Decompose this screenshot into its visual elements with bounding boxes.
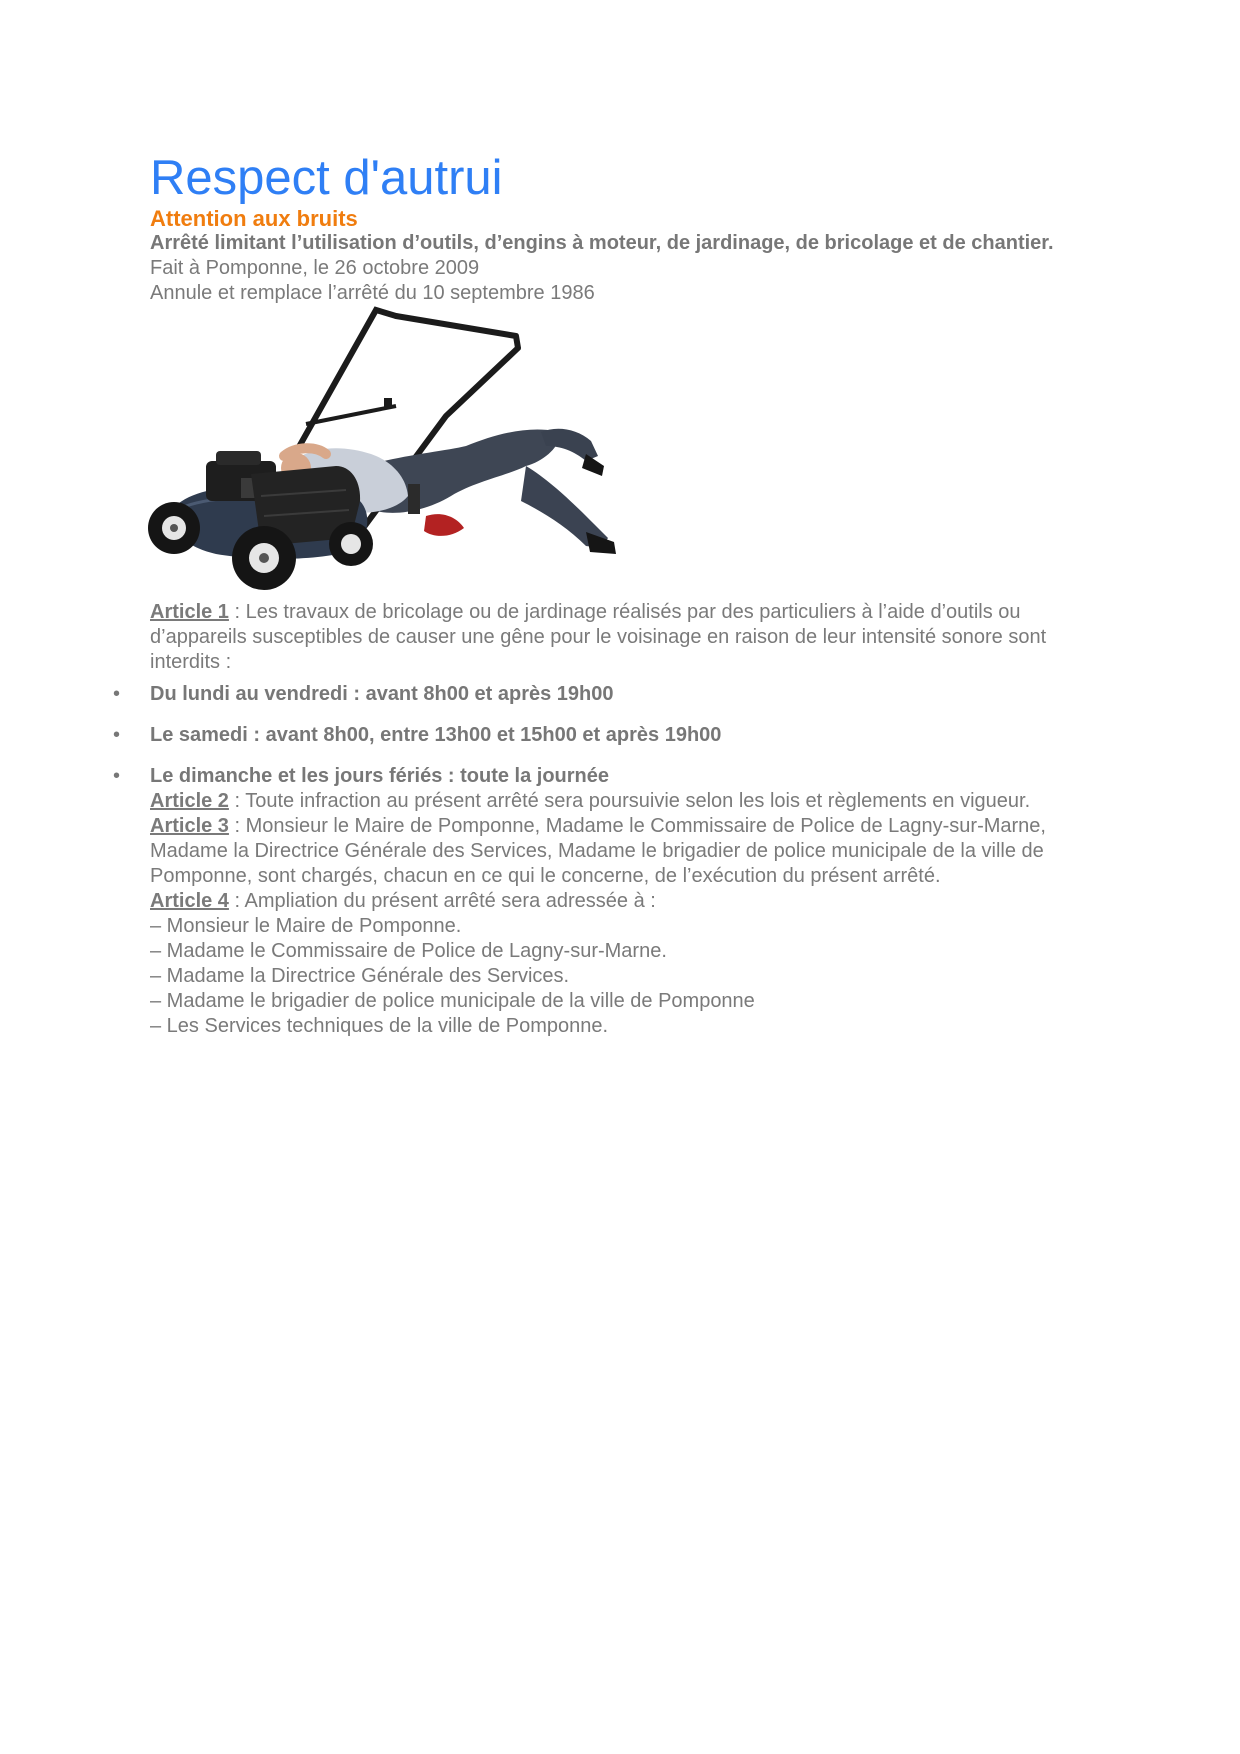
article-1-label: Article 1 <box>150 601 229 623</box>
restriction-sunday: Le dimanche et les jours fériés : toute la journée <box>150 765 610 787</box>
article-3-text: : Monsieur le Maire de Pomponne, Madame le Commissaire de Police de Lagny-sur-Marne, Madame la Directrice Générale des Services, Madame le brigadier de police municipale de la ville de Pomponne, sont chargés, chacun en ce qui le concerne, de l’exécution du présent arrêté. <box>150 815 1046 887</box>
restriction-saturday: Le samedi : avant 8h00, entre 13h00 et 15h00 et après 19h00 <box>150 724 722 746</box>
bullet-icon: • <box>113 724 121 746</box>
page-title: Respect d'autrui <box>150 151 503 205</box>
article-1-text: : Les travaux de bricolage ou de jardinage réalisés par des particuliers à l’aide d’outils ou d’appareils susceptibles de causer une gêne pour le voisinage en raison de leur intensité sonore sont interdits : <box>150 601 1047 673</box>
document-content <box>113 150 1090 1039</box>
bullet-icon: • <box>113 765 121 787</box>
article-2-text: : Toute infraction au présent arrêté sera poursuivie selon les lois et règlements en vigueur. <box>228 790 1031 812</box>
recipient-item: – Madame la Directrice Générale des Services. <box>150 965 570 987</box>
article-4 <box>150 889 1090 914</box>
list-item <box>113 723 1090 748</box>
recipient-item: – Monsieur le Maire de Pomponne. <box>150 915 462 937</box>
article-2-label: Article 2 <box>150 790 229 812</box>
list-item <box>113 682 1090 707</box>
article-2 <box>150 789 1090 814</box>
replaces-line: Annule et remplace l’arrêté du 10 septembre 1986 <box>150 282 595 304</box>
article-4-label: Article 4 <box>150 890 229 912</box>
article-1 <box>150 600 1090 675</box>
restriction-weekdays: Du lundi au vendredi : avant 8h00 et après 19h00 <box>150 683 614 705</box>
recipient-item: – Madame le Commissaire de Police de Lagny-sur-Marne. <box>150 940 667 962</box>
recipient-list <box>150 914 1090 1039</box>
section-subtitle: Attention aux bruits <box>150 206 358 231</box>
restriction-list <box>113 682 1090 789</box>
article-3 <box>150 814 1090 889</box>
bullet-icon: • <box>113 683 121 705</box>
recipient-item: – Les Services techniques de la ville de Pomponne. <box>150 1015 609 1037</box>
date-line: Fait à Pomponne, le 26 octobre 2009 <box>150 257 480 279</box>
decree-title: Arrêté limitant l’utilisation d’outils, d’engins à moteur, de jardinage, de bricolage et de chantier. <box>150 232 1054 254</box>
recipient-item: – Madame le brigadier de police municipale de la ville de Pomponne <box>150 990 755 1012</box>
lawnmower-man-illustration <box>146 306 626 596</box>
list-item <box>113 764 1090 789</box>
article-3-label: Article 3 <box>150 815 229 837</box>
article-4-text: : Ampliation du présent arrêté sera adressée à : <box>228 890 656 912</box>
